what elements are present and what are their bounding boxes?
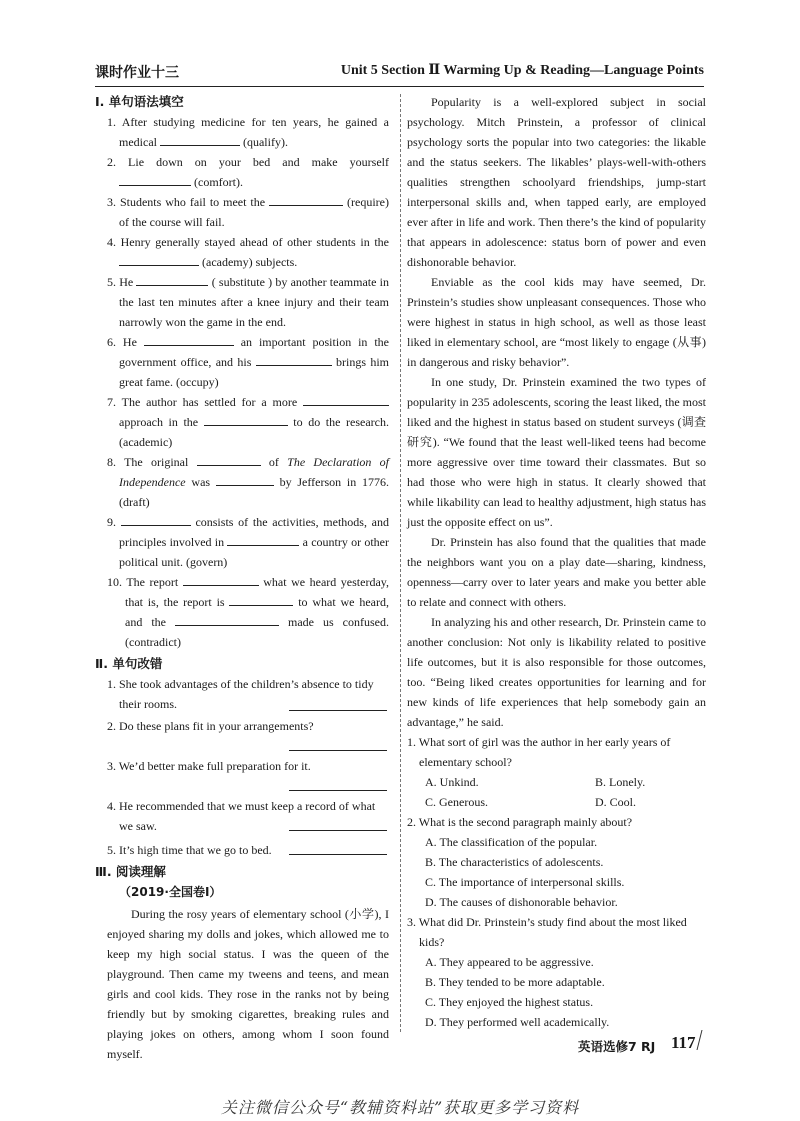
reading-question-3: 3. What did Dr. Prinstein’s study find about the most liked kids? [407, 915, 687, 949]
answer-blank[interactable] [197, 453, 261, 466]
option-b[interactable]: B. They tended to be more adaptable. [425, 975, 605, 989]
grammar-question-8: 8. The original of The Declaration of Independence was by Jefferson in 1776. (draft) [107, 455, 390, 509]
column-divider [400, 94, 401, 1032]
grammar-question-9: 9. consists of the activities, methods, and principles involved in a country or other political unit. (govern) [107, 515, 389, 569]
answer-blank[interactable] [183, 573, 259, 586]
section-3-title: Ⅲ. 阅读理解 [95, 864, 166, 879]
unit-section-title: Unit 5 Section Ⅱ Warming Up & Reading—Language Points [340, 63, 704, 78]
grammar-question-1: 1. After studying medicine for ten years, he gained a medical (qualify). [107, 115, 389, 149]
answer-blank[interactable] [144, 333, 234, 346]
answer-blank[interactable] [303, 393, 389, 406]
grammar-question-2: 2. Lie down on your bed and make yourself (comfort). [107, 155, 389, 189]
answer-line[interactable] [107, 776, 389, 796]
page-slash-mark [697, 1030, 703, 1050]
answer-blank[interactable] [119, 173, 191, 186]
book-tag: 英语选修7 RJ [578, 1039, 656, 1054]
option-d[interactable]: D. They performed well academically. [425, 1015, 610, 1029]
answer-blank[interactable] [269, 193, 343, 206]
option-c[interactable]: C. The importance of interpersonal skills. [425, 875, 625, 889]
option-b[interactable]: B. The characteristics of adolescents. [425, 855, 604, 869]
passage-paragraph-4: In one study, Dr. Prinstein examined the two types of popularity in 235 adolescents, scoring the least liked, the most liked and the highest in status based on student surveys (调查研究). “We found that the least well-liked teens had become more aggressive over time toward their classmates. But so had those who were high in status. It clearly showed that while likability can lead to healthy adjustment, high status has just the opposite effect on us”. [407, 375, 706, 529]
answer-blank[interactable] [227, 533, 299, 546]
option-b[interactable]: B. Lonely. [595, 775, 646, 789]
option-a[interactable]: A. The classification of the popular. [425, 835, 598, 849]
exam-source: （2019·全国卷Ⅰ） [119, 885, 222, 899]
option-d[interactable]: D. The causes of dishonorable behavior. [425, 895, 618, 909]
right-column [407, 92, 706, 1032]
error-correction-2: 2. Do these plans fit in your arrangements? [107, 719, 314, 733]
header-rule [95, 86, 704, 87]
option-c[interactable]: C. They enjoyed the highest status. [425, 995, 594, 1009]
option-a[interactable]: A. They appeared to be aggressive. [425, 955, 594, 969]
answer-blank[interactable] [216, 473, 274, 486]
worksheet-title: 课时作业十三 [95, 65, 179, 81]
question-1-options [412, 772, 706, 812]
answer-blank[interactable] [229, 593, 293, 606]
grammar-question-6: 6. He an important position in the government office, and his brings him great fame. (occupy) [107, 335, 389, 389]
passage-paragraph-3: Enviable as the cool kids may have seemed, Dr. Prinstein’s studies show unpleasant consequences. Those who were highest in status in high school, as well as those least liked in elementary school, are “most likely to engage (从事) in dangerous and risky behavior”. [407, 275, 706, 369]
answer-blank[interactable] [160, 133, 240, 146]
promo-note: 关注微信公众号“教辅资料站”获取更多学习资料 [220, 1098, 580, 1117]
answer-line[interactable] [107, 736, 389, 756]
page-number: 117 [671, 1033, 696, 1052]
grammar-question-5: 5. He ( substitute ) by another teammate in the last ten minutes after a knee injury and their team narrowly won the game in the end. [107, 275, 390, 329]
answer-blank[interactable] [256, 353, 332, 366]
passage-paragraph-1: During the rosy years of elementary school (小学), I enjoyed sharing my dolls and jokes, which allowed me to keep my high social status. I was the queen of the playground. Then came my tweens and teens, and mean girls and cool kids. They rose in the ranks not by being friendly but by smoking cigarettes, breaking rules and playing jokes on others, among whom I soon found myself. [107, 907, 389, 1061]
error-correction-1: 1. She took advantages of the children’s absence to tidy their rooms. [107, 677, 374, 711]
error-correction-5: 5. It’s high time that we go to bed. [107, 843, 272, 857]
answer-blank[interactable] [119, 253, 199, 266]
option-c[interactable]: C. Generous. [425, 795, 488, 809]
left-column [95, 92, 390, 1064]
reading-question-1: 1. What sort of girl was the author in her early years of elementary school? [407, 735, 671, 769]
passage-paragraph-6: In analyzing his and other research, Dr. Prinstein came to another conclusion: Not only is likability related to positive life outcomes, but it is also responsible for those outcomes, too. “Being liked creates opportunities for learning and for new kinds of life experiences that help somebody gain an advantage,” he said. [407, 615, 706, 729]
section-1-title: Ⅰ. 单句语法填空 [95, 94, 184, 109]
grammar-question-4: 4. Henry generally stayed ahead of other students in the (academy) subjects. [107, 235, 389, 269]
passage-paragraph-5: Dr. Prinstein has also found that the qualities that made the neighbors want you on a play date—sharing, kindness, openness—carry over to later years and make you better able to relate and connect with others. [407, 535, 706, 609]
grammar-question-3: 3. Students who fail to meet the (require) of the course will fail. [107, 195, 389, 229]
answer-blank[interactable] [204, 413, 288, 426]
error-correction-4: 4. He recommended that we must keep a record of what we saw. [107, 799, 376, 833]
grammar-question-7: 7. The author has settled for a more approach in the to do the research. (academic) [107, 395, 390, 449]
option-a[interactable]: A. Unkind. [425, 775, 479, 789]
answer-blank[interactable] [121, 513, 191, 526]
error-correction-3: 3. We’d better make full preparation for it. [107, 759, 311, 773]
answer-line[interactable] [107, 714, 389, 716]
answer-blank[interactable] [136, 273, 208, 286]
section-2-title: Ⅱ. 单句改错 [95, 656, 163, 671]
grammar-question-10: 10. The report what we heard yesterday, that is, the report is to what we heard, and the made us confused. (contradict) [107, 575, 389, 649]
passage-paragraph-2: Popularity is a well-explored subject in social psychology. Mitch Prinstein, a professor of clinical psychology sorts the popular into two categories: the likable and the status seekers. The likables’ plays-well-with-others qualities strengthen schoolyard friendships, jump-start interpersonal skills and, when tapped early, are employed ever after in life and work. Then there’s the kind of popularity that appears in adolescence: status born of power and even dishonorable behavior. [407, 95, 706, 269]
answer-blank[interactable] [175, 613, 279, 626]
reading-question-2: 2. What is the second paragraph mainly about? [407, 815, 633, 829]
option-d[interactable]: D. Cool. [595, 795, 637, 809]
